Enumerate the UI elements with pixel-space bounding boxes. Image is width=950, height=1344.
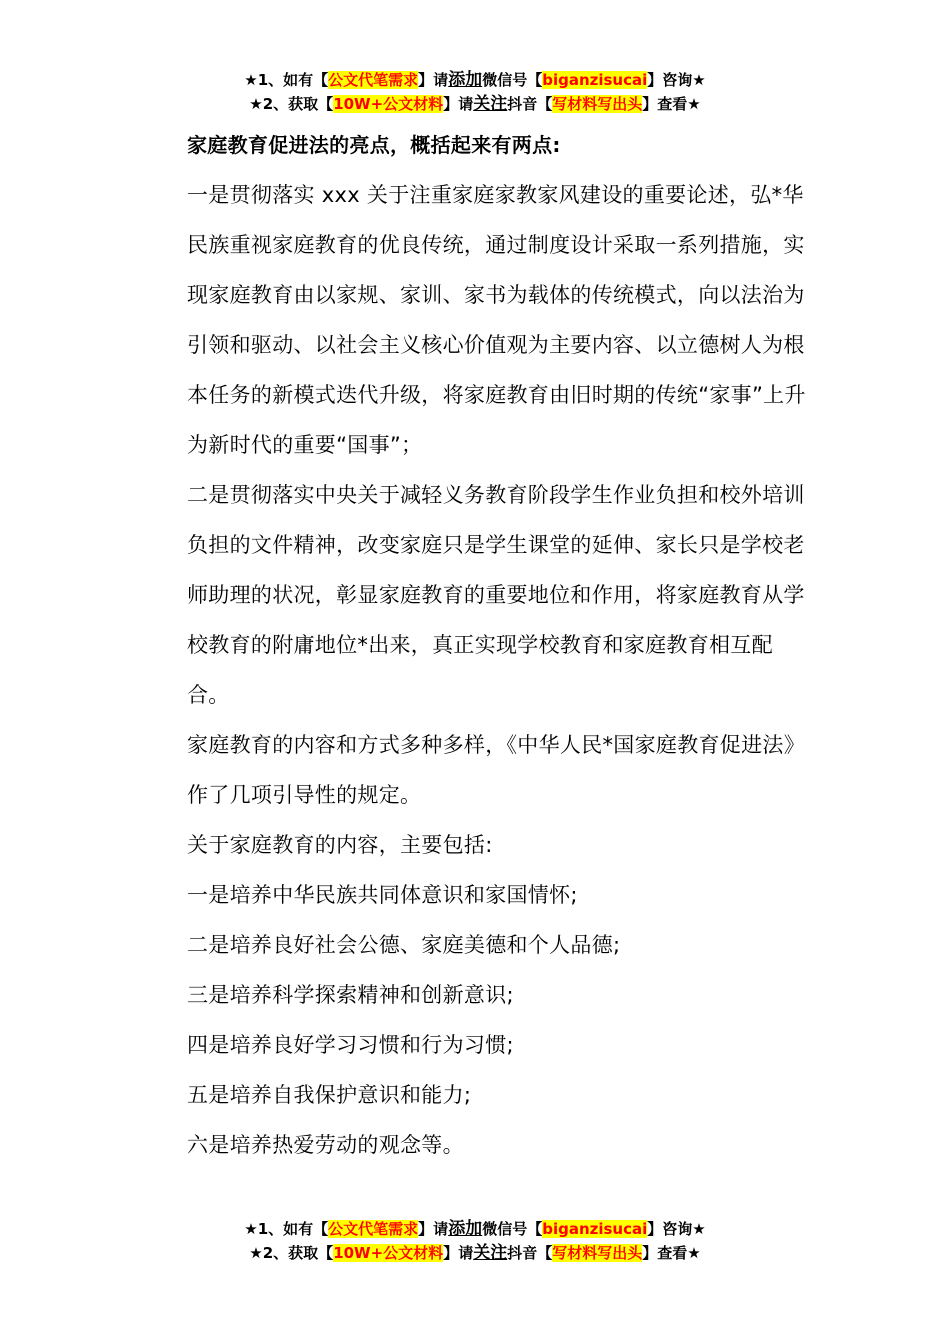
banner-text: 】请 [418,1220,449,1238]
section-heading: 家庭教育促进法的亮点，概括起来有两点: [187,133,561,157]
banner-line-2 [0,1242,950,1266]
list-item: 一是培养中华民族共同体意识和家国情怀; [187,883,578,907]
banner-text: ★2、获取【 [249,1244,334,1262]
underlined-text: 添加 [448,70,483,90]
highlight-douyin-id: 写材料写出头 [552,1244,643,1262]
banner-text: ★1、如有【 [244,71,329,89]
underlined-text: 关注 [473,94,508,114]
banner-text: 微信号【 [482,1220,543,1238]
banner-text: 抖音【 [507,95,553,113]
list-item: 五是培养自我保护意识和能力; [187,1083,472,1107]
banner-text: ★1、如有【 [244,1220,329,1238]
highlight-wechat-id: biganzisucai [542,1220,648,1238]
paragraph-3: 家庭教育的内容和方式多种多样，《中华人民*国家庭教育促进法》作了几项引导性的规定。 [187,733,805,807]
list-item: 六是培养热爱劳动的观念等。 [187,1133,464,1157]
banner-text: 】请 [443,95,474,113]
highlight-materials: 10W+公文材料 [333,1244,444,1262]
paragraph-4: 关于家庭教育的内容，主要包括: [187,833,493,857]
list-item: 三是培养科学探索精神和创新意识; [187,983,514,1007]
banner-text: 】请 [443,1244,474,1262]
banner-line-1 [0,69,950,93]
highlight-materials: 10W+公文材料 [333,95,444,113]
header-banner [0,69,950,117]
paragraph-1: 一是贯彻落实 xxx 关于注重家庭家教家风建设的重要论述，弘*华民族重视家庭教育的优良传统，通过制度设计采取一系列措施，实现家庭教育由以家规、家训、家书为载体的传统模式，向以法治为引领和驱动、以社会主义核心价值观为主要内容、以立德树人为根本任务的新模式迭代升级，将家庭教育由旧时期的传统“家事”上升为新时代的重要“国事”； [187,183,806,457]
list-item: 四是培养良好学习习惯和行为习惯; [187,1033,514,1057]
highlight-service: 公文代笔需求 [328,71,419,89]
banner-text: 】请 [418,71,449,89]
banner-line-2 [0,93,950,117]
banner-text: 微信号【 [482,71,543,89]
highlight-service: 公文代笔需求 [328,1220,419,1238]
banner-text: 】查看★ [642,95,701,113]
underlined-text: 添加 [448,1219,483,1239]
underlined-text: 关注 [473,1243,508,1263]
banner-text: 】查看★ [642,1244,701,1262]
banner-line-1 [0,1218,950,1242]
highlight-douyin-id: 写材料写出头 [552,95,643,113]
banner-text: 抖音【 [507,1244,553,1262]
highlight-wechat-id: biganzisucai [542,71,648,89]
paragraph-2: 二是贯彻落实中央关于减轻义务教育阶段学生作业负担和校外培训负担的文件精神，改变家庭只是学生课堂的延伸、家长只是学校老师助理的状况，彰显家庭教育的重要地位和作用，将家庭教育从学校教育的附庸地位*出来，真正实现学校教育和家庭教育相互配合。 [187,483,805,707]
banner-text: ★2、获取【 [249,95,334,113]
list-item: 二是培养良好社会公德、家庭美德和个人品德; [187,933,621,957]
banner-text: 】咨询★ [647,1220,706,1238]
banner-text: 】咨询★ [647,71,706,89]
document-body [145,120,809,1170]
footer-banner [0,1218,950,1266]
